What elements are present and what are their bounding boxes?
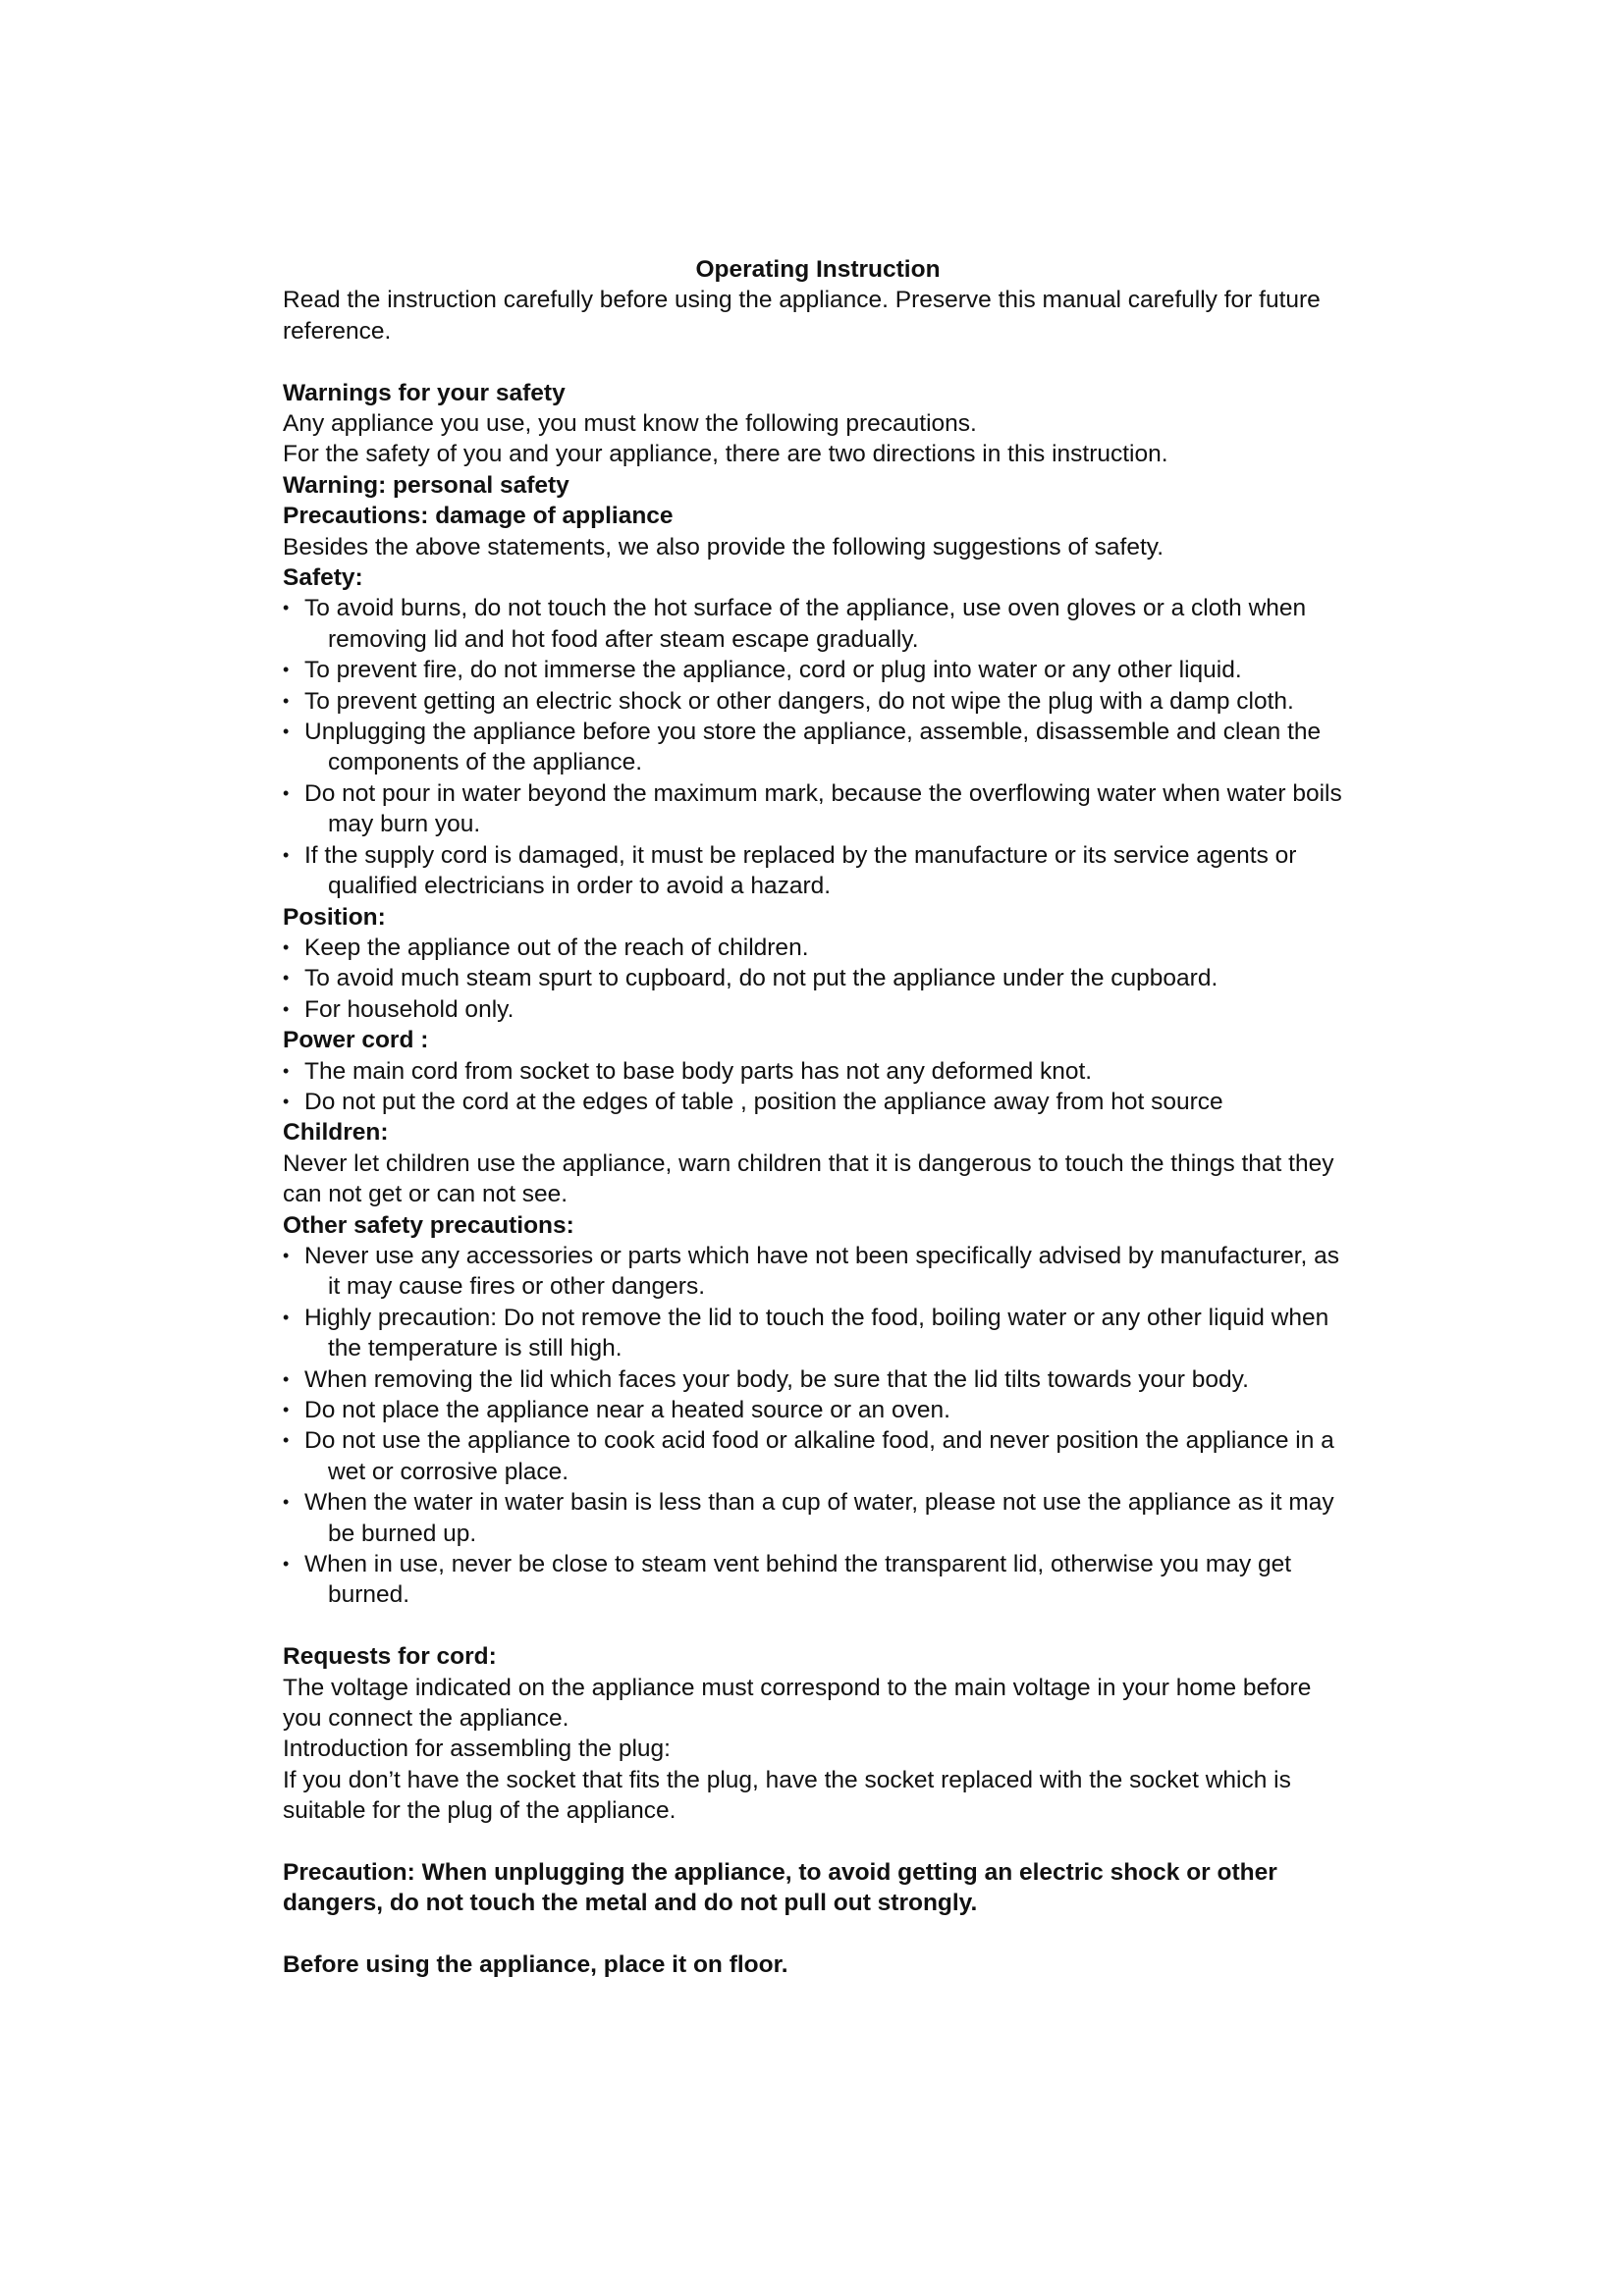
list-item: • Do not pour in water beyond the maximum mark, because the overflowing water when water boils may burn you.: [283, 778, 1353, 840]
spacer: [283, 1919, 1353, 1949]
list-item: • Unplugging the appliance before you store the appliance, assemble, disassemble and clean the components of the appliance.: [283, 717, 1353, 778]
final-note: Before using the appliance, place it on floor.: [283, 1951, 788, 1979]
list-item: • Do not place the appliance near a heated source or an oven.: [283, 1395, 1353, 1425]
position-list: [283, 933, 1353, 1025]
safety-list: [283, 593, 1353, 901]
list-item: • For household only.: [283, 994, 1353, 1025]
cord-requests-line-1: The voltage indicated on the appliance must correspond to the main voltage in your home before you connect the appliance.: [283, 1674, 1312, 1733]
power-cord-list: [283, 1056, 1353, 1118]
list-item: • Keep the appliance out of the reach of children.: [283, 933, 1353, 963]
spacer: [283, 347, 1353, 377]
other-precautions-list: [283, 1241, 1353, 1611]
warnings-line-2: For the safety of you and your appliance, there are two directions in this instruction.: [283, 441, 1168, 468]
precaution-note: Precaution: When unplugging the appliance, to avoid getting an electric shock or other dangers, do not touch the metal and do not pull out strongly.: [283, 1859, 1277, 1917]
warning-personal-safety: Warning: personal safety: [283, 471, 569, 499]
cord-requests-line-2: Introduction for assembling the plug:: [283, 1735, 671, 1763]
other-precautions-heading: Other safety precautions:: [283, 1211, 574, 1239]
children-heading: Children:: [283, 1119, 389, 1147]
list-item: • If the supply cord is damaged, it must be replaced by the manufacture or its service agents or qualified electricians in order to avoid a hazard.: [283, 840, 1353, 902]
warnings-line-3: Besides the above statements, we also provide the following suggestions of safety.: [283, 533, 1164, 561]
list-item: • To prevent fire, do not immerse the appliance, cord or plug into water or any other liquid.: [283, 655, 1353, 685]
list-item: • Never use any accessories or parts which have not been specifically advised by manufacturer, as it may cause fires or other dangers.: [283, 1241, 1353, 1303]
children-text: Never let children use the appliance, warn children that it is dangerous to touch the things that they can not get or can not see.: [283, 1149, 1334, 1208]
precautions-damage-label: Precautions: damage of appliance: [283, 503, 674, 530]
list-item: • Do not put the cord at the edges of table , position the appliance away from hot source: [283, 1087, 1353, 1117]
document-title: Operating Instruction: [695, 256, 941, 283]
cord-requests-line-3: If you don’t have the socket that fits the plug, have the socket replaced with the socket which is suitable for the plug of the appliance.: [283, 1766, 1291, 1825]
spacer: [283, 1611, 1353, 1641]
list-item: • When the water in water basin is less than a cup of water, please not use the appliance as it may be burned up.: [283, 1487, 1353, 1549]
list-item: • To prevent getting an electric shock or other dangers, do not wipe the plug with a damp cloth.: [283, 686, 1353, 717]
list-item: • When removing the lid which faces your body, be sure that the lid tilts towards your body.: [283, 1364, 1353, 1395]
document-page: [283, 254, 1353, 1981]
warnings-line-1: Any appliance you use, you must know the following precautions.: [283, 410, 977, 438]
power-cord-heading: Power cord :: [283, 1027, 429, 1054]
spacer: [283, 1827, 1353, 1857]
intro-text: Read the instruction carefully before using the appliance. Preserve this manual carefully for future reference.: [283, 287, 1321, 345]
list-item: • The main cord from socket to base body parts has not any deformed knot.: [283, 1056, 1353, 1087]
position-heading: Position:: [283, 903, 386, 931]
list-item: • To avoid burns, do not touch the hot surface of the appliance, use oven gloves or a cloth when removing lid and hot food after steam escape gradually.: [283, 593, 1353, 655]
cord-requests-heading: Requests for cord:: [283, 1643, 497, 1671]
list-item: • Highly precaution: Do not remove the lid to touch the food, boiling water or any other liquid when the temperature is still high.: [283, 1303, 1353, 1364]
list-item: • To avoid much steam spurt to cupboard, do not put the appliance under the cupboard.: [283, 963, 1353, 993]
warnings-heading: Warnings for your safety: [283, 379, 566, 406]
safety-heading: Safety:: [283, 564, 363, 592]
list-item: • When in use, never be close to steam vent behind the transparent lid, otherwise you may get burned.: [283, 1549, 1353, 1611]
list-item: • Do not use the appliance to cook acid food or alkaline food, and never position the appliance in a wet or corrosive place.: [283, 1425, 1353, 1487]
